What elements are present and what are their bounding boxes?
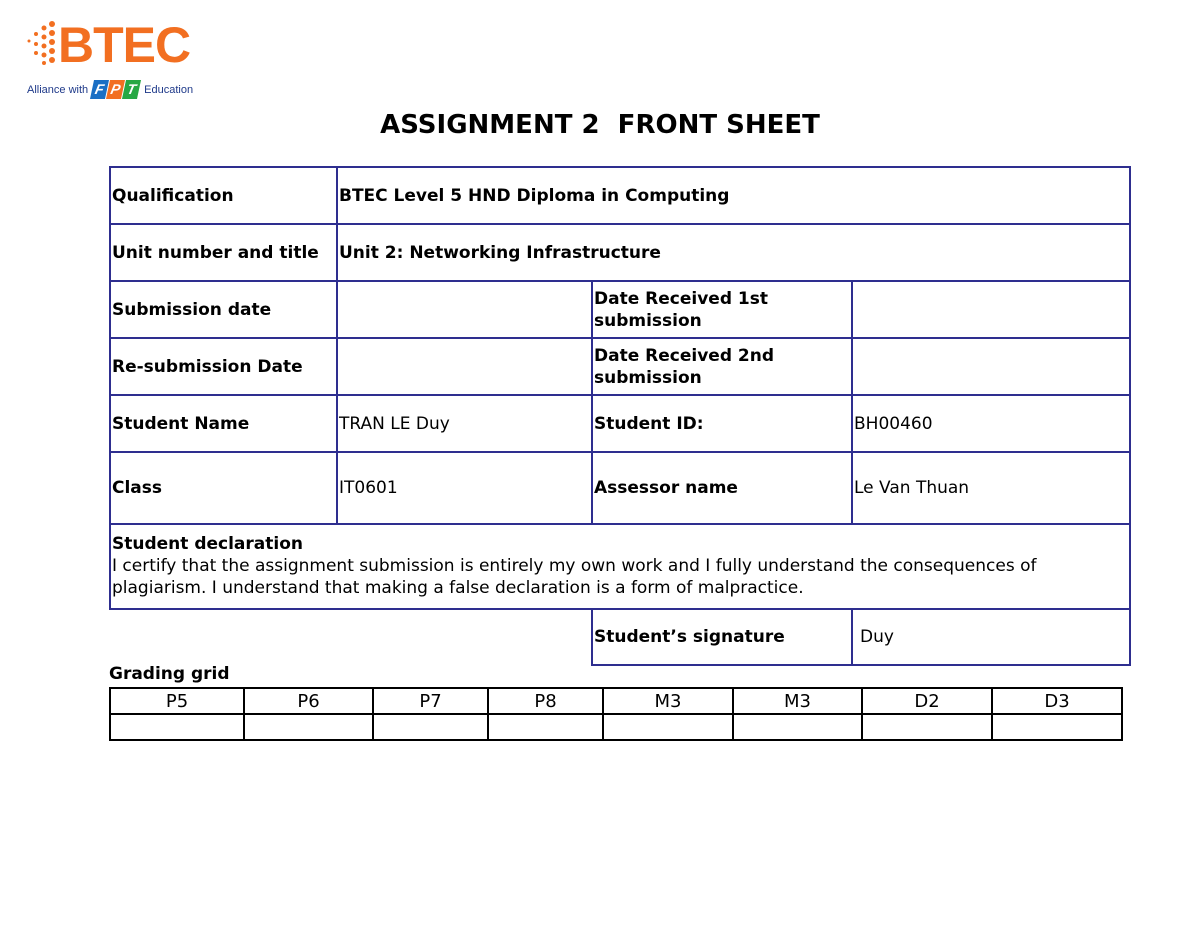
grade-cell-m3[interactable] <box>603 714 733 740</box>
declaration-row <box>110 524 1130 609</box>
grade-cell-m3-second[interactable] <box>733 714 862 740</box>
grade-cell-d2[interactable] <box>862 714 992 740</box>
date-received-1-label: Date Received 1st submission <box>592 281 852 338</box>
unit-value: Unit 2: Networking Infrastructure <box>337 224 1130 281</box>
grading-header-row <box>110 688 1122 714</box>
date-received-2-field[interactable] <box>852 338 1130 395</box>
grade-header-p8: P8 <box>488 688 603 714</box>
fpt-logo <box>92 80 140 99</box>
signature-spacer <box>110 609 592 665</box>
grading-value-row <box>110 714 1122 740</box>
grade-cell-d3[interactable] <box>992 714 1122 740</box>
btec-logo <box>22 12 192 102</box>
signature-row <box>110 609 1130 665</box>
grade-cell-p6[interactable] <box>244 714 373 740</box>
grade-header-p5: P5 <box>110 688 244 714</box>
unit-label: Unit number and title <box>110 224 337 281</box>
page-title: ASSIGNMENT 2 FRONT SHEET <box>380 110 820 140</box>
grade-cell-p8[interactable] <box>488 714 603 740</box>
resubmission-date-field[interactable] <box>337 338 592 395</box>
grade-header-d3: D3 <box>992 688 1122 714</box>
date-received-2-label: Date Received 2nd submission <box>592 338 852 395</box>
fpt-letter-f: F <box>90 80 109 99</box>
student-name-label: Student Name <box>110 395 337 452</box>
date-received-1-field[interactable] <box>852 281 1130 338</box>
qualification-value: BTEC Level 5 HND Diploma in Computing <box>337 167 1130 224</box>
grade-cell-p5[interactable] <box>110 714 244 740</box>
assessor-label: Assessor name <box>592 452 852 524</box>
resubmission-row <box>110 338 1130 395</box>
fpt-letter-t: T <box>122 80 141 99</box>
logo-tagline <box>27 80 193 99</box>
grade-header-d2: D2 <box>862 688 992 714</box>
grading-grid-label: Grading grid <box>109 664 230 684</box>
class-field[interactable]: IT0601 <box>337 452 592 524</box>
class-row <box>110 452 1130 524</box>
unit-row <box>110 224 1130 281</box>
declaration-text: I certify that the assignment submission is entirely my own work and I fully understand the consequences of plagiarism. I understand that making a false declaration is a form of malpractice. <box>112 556 1037 598</box>
grade-header-p7: P7 <box>373 688 488 714</box>
submission-date-label: Submission date <box>110 281 337 338</box>
grade-header-m3: M3 <box>603 688 733 714</box>
alliance-text: Alliance with <box>27 83 89 96</box>
grading-grid <box>109 687 1123 741</box>
class-label: Class <box>110 452 337 524</box>
qualification-label: Qualification <box>110 167 337 224</box>
student-declaration <box>110 524 1130 609</box>
qualification-row <box>110 167 1130 224</box>
grade-header-p6: P6 <box>244 688 373 714</box>
signature-field[interactable]: Duy <box>852 609 1130 665</box>
student-id-field[interactable]: BH00460 <box>852 395 1130 452</box>
dot-pattern-icon <box>22 18 58 68</box>
assessor-field[interactable]: Le Van Thuan <box>852 452 1130 524</box>
student-id-label: Student ID: <box>592 395 852 452</box>
logo-wordmark: BTEC <box>58 17 191 73</box>
grade-header-m3-second: M3 <box>733 688 862 714</box>
declaration-heading: Student declaration <box>112 534 303 554</box>
fpt-letter-p: P <box>106 80 125 99</box>
education-text: Education <box>144 83 194 96</box>
student-row <box>110 395 1130 452</box>
resubmission-date-label: Re-submission Date <box>110 338 337 395</box>
front-sheet-table <box>109 166 1131 666</box>
grade-cell-p7[interactable] <box>373 714 488 740</box>
signature-label: Student’s signature <box>592 609 852 665</box>
submission-row <box>110 281 1130 338</box>
submission-date-field[interactable] <box>337 281 592 338</box>
student-name-field[interactable]: TRAN LE Duy <box>337 395 592 452</box>
